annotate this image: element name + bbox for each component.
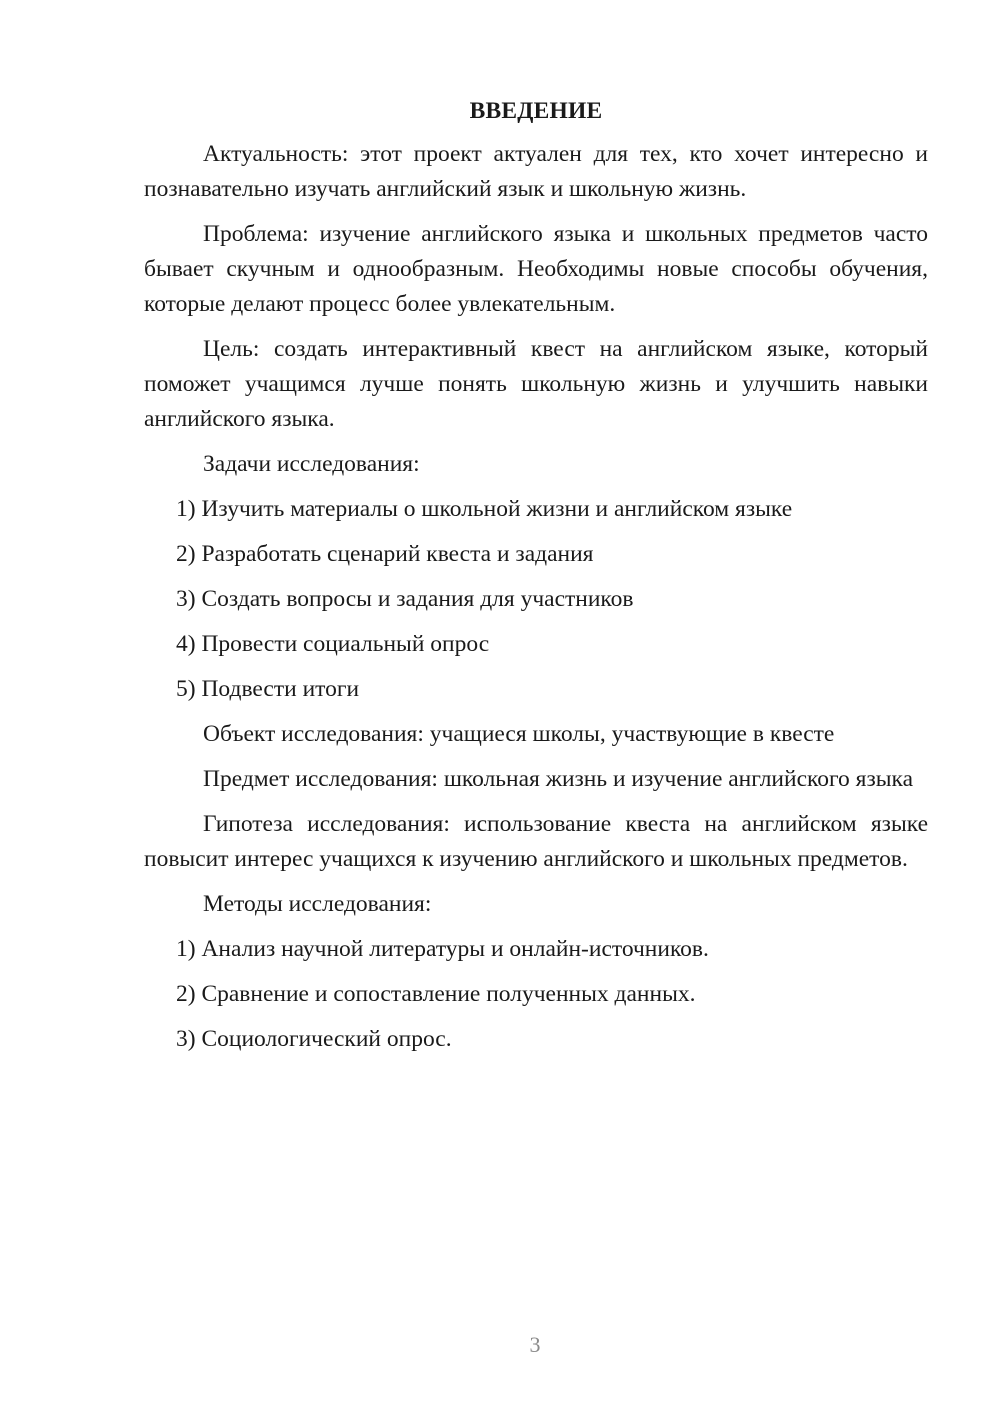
task-item-2: 2) Разработать сценарий квеста и задания — [176, 541, 594, 567]
methods-heading: Методы исследования: — [203, 891, 432, 917]
subject-paragraph: Предмет исследования: школьная жизнь и изучение английского языка — [203, 766, 914, 792]
problem-paragraph: Проблема: изучение английского языка и школьных предметов часто бывает скучным и однообразным. Необходимы новые способы обучения, которые делают процесс более увлекательным. — [144, 221, 928, 317]
task-item-4: 4) Провести социальный опрос — [176, 631, 490, 657]
tasks-heading: Задачи исследования: — [203, 451, 420, 477]
hypothesis-paragraph: Гипотеза исследования: использование квеста на английском языке повысит интерес учащихся к изучению английского и школьных предметов. — [144, 811, 928, 872]
task-item-1: 1) Изучить материалы о школьной жизни и английском языке — [176, 496, 793, 522]
page-number: 3 — [529, 1332, 541, 1357]
object-paragraph: Объект исследования: учащиеся школы, участвующие в квесте — [203, 721, 835, 747]
section-title: ВВЕДЕНИЕ — [469, 98, 603, 124]
task-item-3: 3) Создать вопросы и задания для участников — [176, 586, 634, 612]
method-item-3: 3) Социологический опрос. — [176, 1026, 452, 1052]
method-item-2: 2) Сравнение и сопоставление полученных данных. — [176, 981, 696, 1007]
method-item-1: 1) Анализ научной литературы и онлайн-источников. — [176, 936, 709, 962]
page-content — [144, 96, 928, 1067]
relevance-paragraph: Актуальность: этот проект актуален для тех, кто хочет интересно и познавательно изучать английский язык и школьную жизнь. — [144, 141, 928, 202]
goal-paragraph: Цель: создать интерактивный квест на английском языке, который поможет учащимся лучше понять школьную жизнь и улучшить навыки английского языка. — [144, 336, 928, 432]
task-item-5: 5) Подвести итоги — [176, 676, 360, 702]
